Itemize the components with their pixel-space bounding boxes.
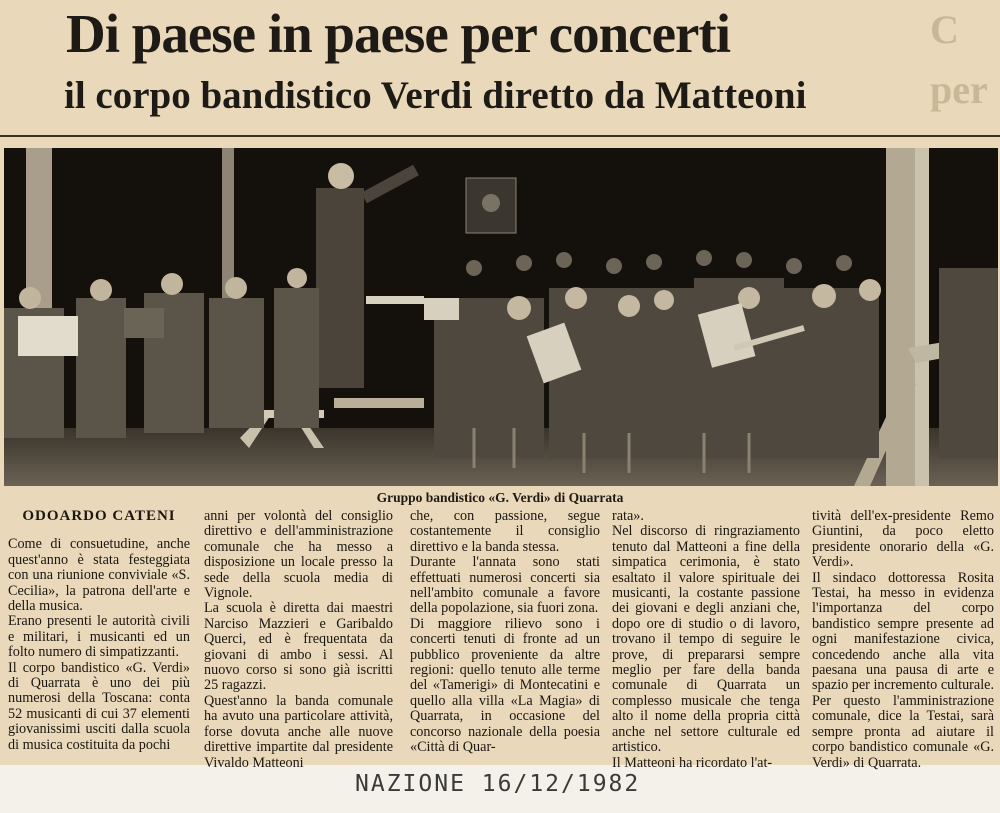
byline: ODOARDO CATENI <box>22 508 176 524</box>
headline: Di paese in paese per concerti <box>66 3 730 64</box>
adjacent-article-bleed: C per <box>930 7 988 112</box>
paragraph: Il sindaco dottoressa Rosita Testai, ha messo in evidenza l'importanza del corpo bandistico sempre presente ad ogni manifestazione civica, concedendo anche alla vita paesana una pausa di arte e spazio per incremento culturale. <box>812 569 994 694</box>
paragraph: Nel discorso di ringraziamento tenuto dal Matteoni a fine della simpatica cerimonia, è stato esaltato il valore spirituale dei musicanti, la costante passione dei giovani e degli anziani che, dopo ore di studio o di lavoro, trovano il tempo di seguire le prove, di prepararsi sempre meglio per fare della banda comunale di Quarrata un complesso musicale che tenga alto il nome della propria città anche nel settore culturale ed artistico. <box>612 523 800 756</box>
paragraph: Come di consuetudine, anche quest'anno è stata festeggiata con una riunione conviviale «S. Cecilia», la patrona dell'arte e della musica. <box>8 536 190 615</box>
article-column-3 <box>410 509 600 756</box>
handwritten-source-note: NAZIONE 16/12/1982 <box>355 771 641 797</box>
paragraph: Per questo l'amministrazione comunale, dice la Testai, sarà sempre pronta ad aiutare il corpo bandistico comunale «G. Verdi» di Quarrata. <box>812 692 994 771</box>
article-column-1 <box>8 509 190 753</box>
paragraph: anni per volontà del consiglio direttivo e dell'amministrazione comunale che ha messo a disposizione un locale presso la sede della scuola media di Vignole. <box>204 508 393 602</box>
paragraph: Durante l'annata sono stati effettuati numerosi concerti sia nell'ambito comunale a favore della popolazione, sia fuori zona. <box>410 554 600 617</box>
paragraph: Erano presenti le autorità civili e militari, i musicanti ed un folto numero di simpatizzanti. <box>8 613 190 661</box>
subheadline: il corpo bandistico Verdi diretto da Matteoni <box>64 74 807 117</box>
article-column-5 <box>812 509 994 771</box>
paragraph: tività dell'ex-presidente Remo Giuntini, da poco eletto presidente onorario della «G. Verdi». <box>812 508 994 571</box>
divider-rule <box>0 135 1000 137</box>
article-column-4 <box>612 509 800 771</box>
paragraph: rata». <box>612 508 644 524</box>
photo-caption: Gruppo bandistico «G. Verdi» di Quarrata <box>376 490 624 505</box>
paragraph: Quest'anno la banda comunale ha avuto una particolare attività, forse dovuta anche alle nuove direttive impartite dal presidente Vivaldo Matteoni <box>204 692 393 771</box>
paragraph: che, con passione, segue costantemente il consiglio direttivo e la banda stessa. <box>410 508 600 555</box>
band-photo <box>4 148 998 486</box>
article-column-2 <box>204 509 393 771</box>
paragraph: Di maggiore rilievo sono i concerti tenuti di fronte ad un pubblico proveniente da altre regioni: quello tenuto alle terme del «Tamerigi» di Montecatini e quello alla villa «La Magia» di Quarrata, in occasione del concorso nazionale della poesia «Città di Quar- <box>410 615 600 756</box>
paragraph: Il corpo bandistico «G. Verdi» di Quarrata è uno dei più numerosi della Toscana: conta 52 musicanti di cui 37 elementi giovanissimi usciti dalla scuola di musica costituita da pochi <box>8 659 190 753</box>
paragraph: La scuola è diretta dai maestri Narciso Mazzieri e Garibaldo Querci, ed è frequentata da giovani di ambo i sessi. Al nuovo corso si sono già iscritti 25 ragazzi. <box>204 600 393 694</box>
paragraph: Il Matteoni ha ricordato l'at- <box>612 754 773 771</box>
